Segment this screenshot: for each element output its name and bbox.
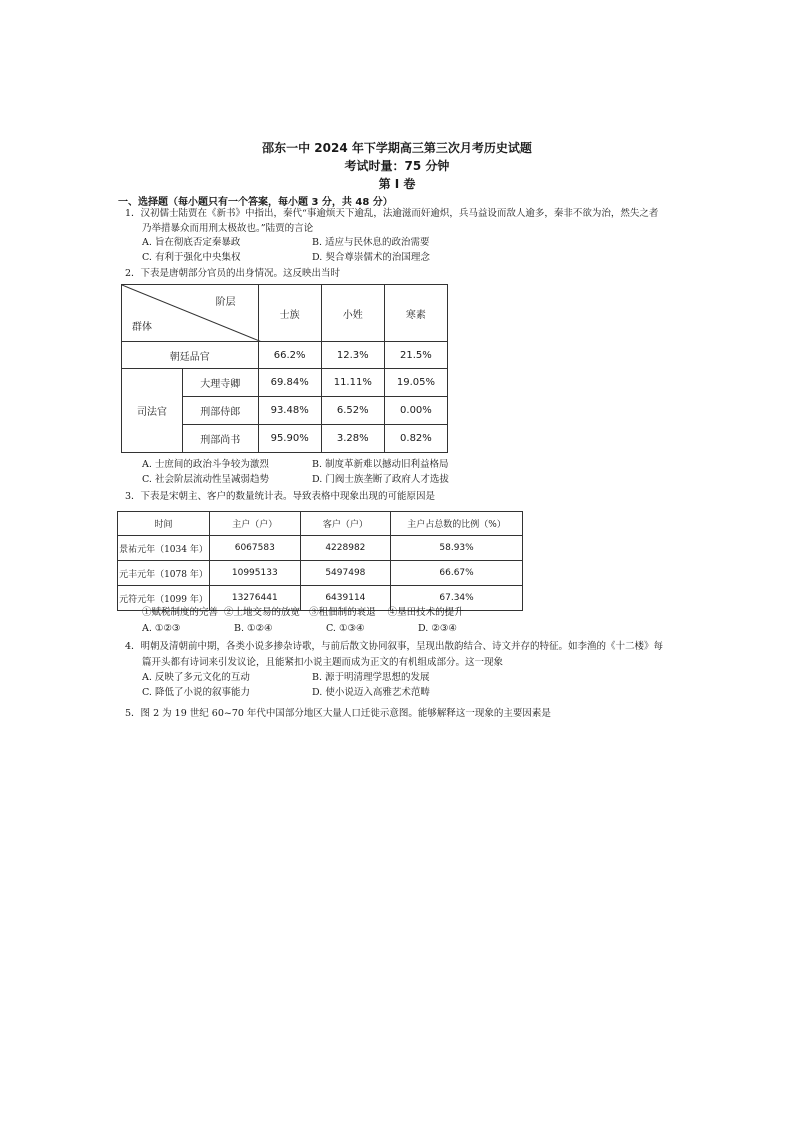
q4-stem-line2: 篇开头都有诗词来引发议论，且能紧扣小说主题而成为正文的有机组成部分。这一现象: [142, 657, 504, 668]
col-header: 客户（户）: [300, 512, 390, 536]
table-cell: 元丰元年（1078 年）: [118, 561, 210, 586]
q3-items: ①赋税制度的完善 ②土地交易的放宽 ③租佃制的衰退 ④垦田技术的提升: [142, 607, 464, 618]
table-cell: 93.48%: [258, 397, 321, 425]
q2-table: [121, 284, 448, 453]
q4-option-b: B. 源于明清理学思想的发展: [312, 672, 430, 683]
q3-stem: 3．下表是宋朝主、客户的数量统计表。导致表格中现象出现的可能原因是: [125, 491, 436, 502]
col-header: 时间: [118, 512, 210, 536]
group-label: 司法官: [122, 369, 183, 453]
col-header: 主户占总数的比例（%）: [391, 512, 523, 536]
section-heading: 一、选择题（每小题只有一个答案，每小题 3 分，共 48 分）: [118, 197, 393, 208]
table-cell: 12.3%: [321, 342, 384, 369]
q4-option-a: A. 反映了多元文化的互动: [142, 672, 250, 683]
q4-option-d: D. 使小说迈入高雅艺术范畴: [312, 687, 430, 698]
exam-volume: 第 I 卷: [378, 177, 416, 191]
row-label: 朝廷品官: [122, 342, 259, 369]
table-cell: 95.90%: [258, 425, 321, 453]
q3-option-a: A. ①②③: [142, 623, 181, 634]
q2-option-d: D. 门阀士族垄断了政府人才选拔: [312, 474, 449, 485]
corner-bottom-label: 群体: [132, 322, 152, 333]
table-cell: 11.11%: [321, 369, 384, 397]
q2-option-a: A. 士庶间的政治斗争较为激烈: [142, 459, 269, 470]
table-cell: 19.05%: [384, 369, 447, 397]
table-cell: 21.5%: [384, 342, 447, 369]
q2-stem: 2．下表是唐朝部分官员的出身情况。这反映出当时: [125, 268, 341, 279]
q2-option-c: C. 社会阶层流动性呈减弱趋势: [142, 474, 269, 485]
row-label: 刑部尚书: [182, 425, 258, 453]
q4-option-c: C. 降低了小说的叙事能力: [142, 687, 250, 698]
q3-option-b: B. ①②④: [234, 623, 273, 634]
q2-option-b: B. 制度革新难以撼动旧利益格局: [312, 459, 449, 470]
table-cell: 0.82%: [384, 425, 447, 453]
q1-stem-line1: 1．汉初儒士陆贾在《新书》中指出，秦代“事逾烦天下逾乱，法逾滋而奸逾炽，兵马益设而敌人逾多，秦非不欲为治，然失之者: [125, 208, 659, 219]
q3-table: [117, 511, 523, 611]
table-cell: 5497498: [300, 561, 390, 586]
corner-top-label: 阶层: [215, 297, 236, 308]
table-cell: 66.2%: [258, 342, 321, 369]
table-cell: 58.93%: [391, 536, 523, 561]
table-cell: 4228982: [300, 536, 390, 561]
table-cell: 0.00%: [384, 397, 447, 425]
table-cell: 3.28%: [321, 425, 384, 453]
q3-option-c: C. ①③④: [326, 623, 365, 634]
q5-stem: 5．图 2 为 19 世纪 60~70 年代中国部分地区大量人口迁徙示意图。能够解释这一现象的主要因素是: [125, 708, 551, 719]
q3-option-d: D. ②③④: [418, 623, 457, 634]
col-header: 主户（户）: [209, 512, 300, 536]
q4-stem-line1: 4．明朝及清朝前中期，各类小说多掺杂诗歌，与前后散文协同叙事，呈现出散韵结合、诗文并存的特征。如李渔的《十二楼》每: [125, 641, 664, 652]
row-label: 刑部侍郎: [182, 397, 258, 425]
table-cell: 10995133: [209, 561, 300, 586]
table-cell: 66.67%: [391, 561, 523, 586]
col-header: 寒素: [384, 285, 447, 342]
q2-table-corner: [122, 285, 259, 342]
col-header: 士族: [258, 285, 321, 342]
exam-title: 邵东一中 2024 年下学期高三第三次月考历史试题: [262, 141, 532, 155]
table-cell: 69.84%: [258, 369, 321, 397]
table-cell: 6.52%: [321, 397, 384, 425]
table-cell: 6067583: [209, 536, 300, 561]
table-cell: 景祐元年（1034 年）: [118, 536, 210, 561]
q1-stem-line2: 乃举措暴众而用刑太极故也。”陆贾的言论: [142, 223, 314, 234]
col-header: 小姓: [321, 285, 384, 342]
corner-diagonal: [122, 285, 262, 342]
q1-option-d: D. 契合尊崇儒术的治国理念: [312, 252, 430, 263]
table-cell: 13276441: [209, 586, 300, 611]
table-cell: 6439114: [300, 586, 390, 611]
exam-duration: 考试时量：75 分钟: [344, 159, 450, 173]
q1-option-a: A. 旨在彻底否定秦暴政: [142, 237, 241, 248]
table-cell: 元符元年（1099 年）: [118, 586, 210, 611]
q1-option-b: B. 适应与民休息的政治需要: [312, 237, 430, 248]
q1-option-c: C. 有利于强化中央集权: [142, 252, 241, 263]
table-cell: 67.34%: [391, 586, 523, 611]
row-label: 大理寺卿: [182, 369, 258, 397]
